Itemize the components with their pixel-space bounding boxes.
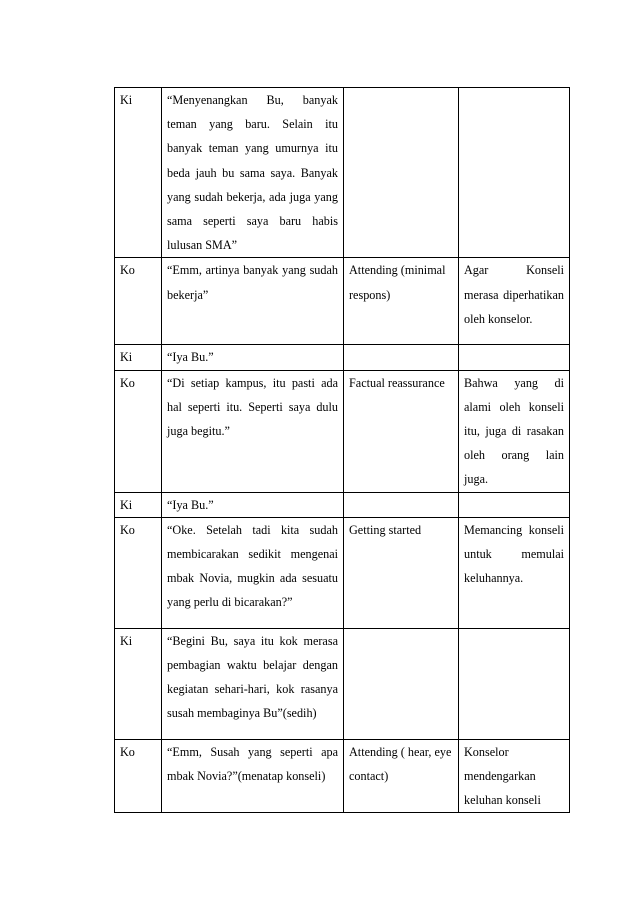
skill-cell (344, 88, 459, 258)
table-row (115, 628, 570, 739)
table-row (115, 739, 570, 813)
table-row (115, 492, 570, 517)
speaker-cell: Ko (115, 739, 162, 813)
skill-cell (344, 492, 459, 517)
speaker-cell: Ko (115, 370, 162, 492)
purpose-cell: Bahwa yang di alami oleh konseli itu, juga di rasakan oleh orang lain juga. (459, 370, 570, 492)
utterance-cell: “Di setiap kampus, itu pasti ada hal seperti itu. Seperti saya dulu juga begitu.” (162, 370, 344, 492)
utterance-cell: “Oke. Setelah tadi kita sudah membicarakan sedikit mengenai mbak Novia, mugkin ada sesuatu yang perlu di bicarakan?” (162, 517, 344, 628)
skill-cell: Attending ( hear, eye contact) (344, 739, 459, 813)
skill-cell: Factual reassurance (344, 370, 459, 492)
table-row (115, 88, 570, 258)
table-row (115, 370, 570, 492)
purpose-cell (459, 492, 570, 517)
speaker-cell: Ko (115, 258, 162, 345)
skill-cell: Getting started (344, 517, 459, 628)
speaker-cell: Ki (115, 88, 162, 258)
purpose-cell (459, 345, 570, 370)
speaker-cell: Ki (115, 628, 162, 739)
purpose-cell (459, 88, 570, 258)
speaker-cell: Ko (115, 517, 162, 628)
table-row (115, 517, 570, 628)
utterance-cell: “Emm, Susah yang seperti apa mbak Novia?”(menatap konseli) (162, 739, 344, 813)
skill-cell (344, 345, 459, 370)
purpose-cell: Konselor mendengarkan keluhan konseli (459, 739, 570, 813)
table-row (115, 258, 570, 345)
purpose-cell (459, 628, 570, 739)
purpose-cell: Memancing konseli untuk memulai keluhannya. (459, 517, 570, 628)
skill-cell: Attending (minimal respons) (344, 258, 459, 345)
counseling-dialogue-table (114, 87, 570, 813)
utterance-cell: “Iya Bu.” (162, 492, 344, 517)
table-row (115, 345, 570, 370)
utterance-cell: “Iya Bu.” (162, 345, 344, 370)
utterance-cell: “Menyenangkan Bu, banyak teman yang baru. Selain itu banyak teman yang umurnya itu beda jauh bu sama saya. Banyak yang sudah bekerja, ada juga yang sama seperti saya baru habis lulusan SMA” (162, 88, 344, 258)
skill-cell (344, 628, 459, 739)
speaker-cell: Ki (115, 492, 162, 517)
utterance-cell: “Emm, artinya banyak yang sudah bekerja” (162, 258, 344, 345)
utterance-cell: “Begini Bu, saya itu kok merasa pembagian waktu belajar dengan kegiatan sehari-hari, kok rasanya susah membaginya Bu”(sedih) (162, 628, 344, 739)
purpose-cell: Agar Konseli merasa diperhatikan oleh konselor. (459, 258, 570, 345)
speaker-cell: Ki (115, 345, 162, 370)
